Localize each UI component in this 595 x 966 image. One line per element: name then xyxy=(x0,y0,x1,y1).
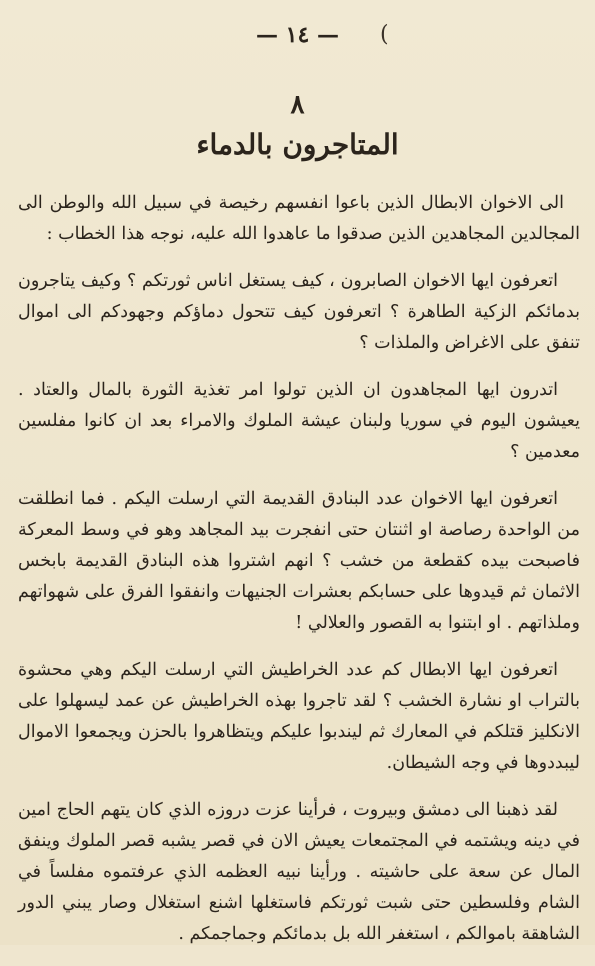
paragraph-4: اتعرفون ايها الاخوان عدد البنادق القديمة التي ارسلت اليكم . فما انطلقت من الواحدة رصاصة او اثنتان حتى انفجرت بيد المجاهد وهو في وسط المعركة فاصبحت بيده كقطعة من خشب ؟ انهم اشتروا هذه البنادق القديمة بابخس الاثمان ثم قيدوها على حسابكم بعشرات الجنيهات وانفقوا الفرق على شهواتهم وملذاتهم . او ابتنوا به القصور والعلالي ! xyxy=(18,489,580,633)
margin-mark: ( xyxy=(380,22,389,47)
chapter-title: المتاجرون بالدماء xyxy=(196,128,399,161)
chapter-number: ٨ xyxy=(290,90,305,120)
paragraph-5: اتعرفون ايها الابطال كم عدد الخراطيش التي ارسلت اليكم وهي محشوة بالتراب او نشارة الخشب ؟ لقد تاجروا بهذه الخراطيش عن عمد ليسهلوا على الانكليز قتلكم في المعارك ثم ليندبوا عليكم ويتظاهروا بالحزن ويجمعوا الاموال ليبددوها في وجه الشيطان. xyxy=(18,660,580,773)
paragraph-2: اتعرفون ايها الاخوان الصابرون ، كيف يستغل اناس ثورتكم ؟ وكيف يتاجرون بدمائكم الزكية الطاهرة ؟ اتعرفون كيف تتحول دماؤكم وجهودكم الى اموال تنفق على الاغراض والملذات ؟ xyxy=(18,271,580,353)
body-text xyxy=(18,188,580,966)
page-number: — ١٤ — xyxy=(256,22,339,48)
paragraph-6: لقد ذهبنا الى دمشق وبيروت ، فرأينا عزت دروزه الذي كان يتهم الحاج امين في دينه ويشتمه في المجتمعات يعيش الان في قصر يشبه قصر الملوك وينفق المال عن سعة على حاشيته . ورأينا نبيه العظمه الذي عرفتموه مفلساً في الشام وفلسطين حتى شبت ثورتكم فاستغلها اشنع استغلال وصار يبني الدور الشاهقة باموالكم ، استغفر الله بل بدمائكم وجماجمكم . xyxy=(18,800,580,944)
paragraph-3: اتدرون ايها المجاهدون ان الذين تولوا امر تغذية الثورة بالمال والعتاد . يعيشون اليوم في سوريا ولبنان عيشة الملوك والامراء بعد ان كانوا مفلسين معدمين ؟ xyxy=(18,380,580,462)
paragraph-1: الى الاخوان الابطال الذين باعوا انفسهم رخيصة في سبيل الله والوطن الى المجالدين المجاهدين الذين صدقوا ما عاهدوا الله عليه، نوجه هذا الخطاب : xyxy=(18,193,580,244)
